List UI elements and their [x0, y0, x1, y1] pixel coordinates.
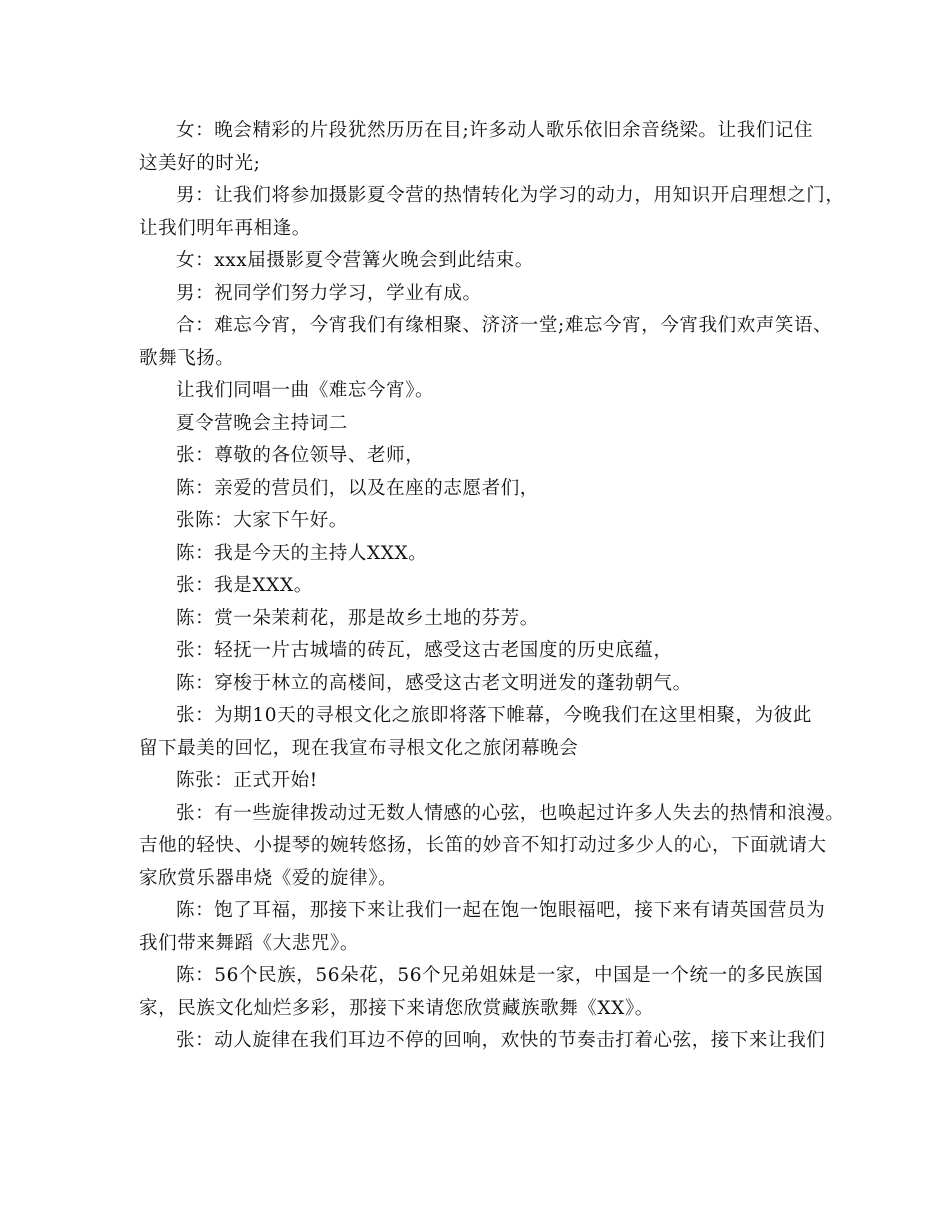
paragraph	[139, 245, 829, 278]
text-line: 让我们同唱一曲《难忘今宵》。	[176, 380, 435, 401]
paragraph	[139, 278, 829, 311]
paragraph	[139, 115, 829, 180]
paragraph	[139, 180, 845, 245]
text-line: 家欣赏乐器串烧《爱的旋律》。	[139, 867, 398, 889]
text-line: 女：晚会精彩的片段犹然历历在目;许多动人歌乐依旧余音绕梁。让我们记住	[176, 120, 814, 141]
text-line: 让我们明年再相逢。	[139, 217, 311, 239]
paragraph	[139, 505, 829, 538]
text-line: 张：我是XXX。	[176, 575, 313, 596]
text-line: 陈：穿梭于林立的高楼间，感受这古老文明迸发的蓬勃朝气。	[176, 672, 692, 694]
paragraph	[139, 700, 829, 765]
text-line: 合：难忘今宵，今宵我们有缘相聚、济济一堂;难忘今宵，今宵我们欢声笑语、	[176, 315, 833, 336]
text-line: 张陈：大家下午好。	[176, 510, 348, 531]
paragraph	[139, 375, 829, 408]
text-line: 男：让我们将参加摄影夏令营的热情转化为学习的动力，用知识开启理想之门，	[176, 185, 845, 206]
text-line: 陈：我是今天的主持人XXX。	[176, 542, 428, 564]
text-line: 吉他的轻快、小提琴的婉转悠扬，长笛的妙音不知打动过多少人的心，下面就请大	[139, 835, 827, 856]
text-line: 张：为期10天的寻根文化之旅即将落下帷幕，今晚我们在这里相聚，为彼此	[176, 705, 812, 726]
paragraph	[139, 310, 833, 375]
paragraph	[139, 570, 829, 603]
text-line: 陈：56个民族，56朵花，56个兄弟姐妹是一家，中国是一个统一的多民族国	[176, 965, 824, 986]
paragraph	[139, 765, 829, 798]
text-line: 张：有一些旋律拨动过无数人情感的心弦，也唤起过许多人失去的热情和浪漫。	[176, 802, 845, 824]
paragraph	[139, 473, 829, 506]
text-line: 男：祝同学们努力学习，学业有成。	[176, 282, 482, 304]
paragraph	[139, 440, 829, 473]
text-line: 张：尊敬的各位领导、老师，	[176, 445, 425, 466]
text-line: 夏令营晚会主持词二	[176, 412, 348, 434]
text-line: 歌舞飞扬。	[139, 347, 235, 369]
paragraph	[139, 408, 829, 441]
paragraph	[139, 538, 829, 571]
text-line: 陈：饱了耳福，那接下来让我们一起在饱一饱眼福吧，接下来有请英国营员为	[176, 900, 826, 921]
paragraph	[139, 635, 829, 668]
paragraph	[139, 668, 829, 701]
text-line: 女：xxx届摄影夏令营篝火晚会到此结束。	[176, 250, 534, 271]
document-body	[139, 115, 845, 1058]
paragraph	[139, 798, 845, 896]
paragraph	[139, 603, 829, 636]
paragraph	[139, 895, 829, 960]
text-line: 张：轻抚一片古城墙的砖瓦，感受这古老国度的历史底蕴，	[176, 640, 673, 661]
paragraph	[139, 1025, 829, 1058]
text-line: 这美好的时光;	[139, 152, 261, 174]
text-line: 陈：赏一朵茉莉花，那是故乡土地的芬芳。	[176, 607, 539, 629]
text-line: 我们带来舞蹈《大悲咒》。	[139, 932, 359, 954]
text-line: 留下最美的回忆，现在我宣布寻根文化之旅闭幕晚会	[139, 737, 579, 759]
text-line: 家，民族文化灿烂多彩，那接下来请您欣赏藏族歌舞《XX》。	[139, 997, 654, 1019]
text-line: 陈张：正式开始!	[176, 770, 318, 791]
paragraph	[139, 960, 829, 1025]
text-line: 陈：亲爱的营员们，以及在座的志愿者们，	[176, 477, 539, 499]
text-line: 张：动人旋律在我们耳边不停的回响，欢快的节奏击打着心弦，接下来让我们	[176, 1030, 826, 1051]
